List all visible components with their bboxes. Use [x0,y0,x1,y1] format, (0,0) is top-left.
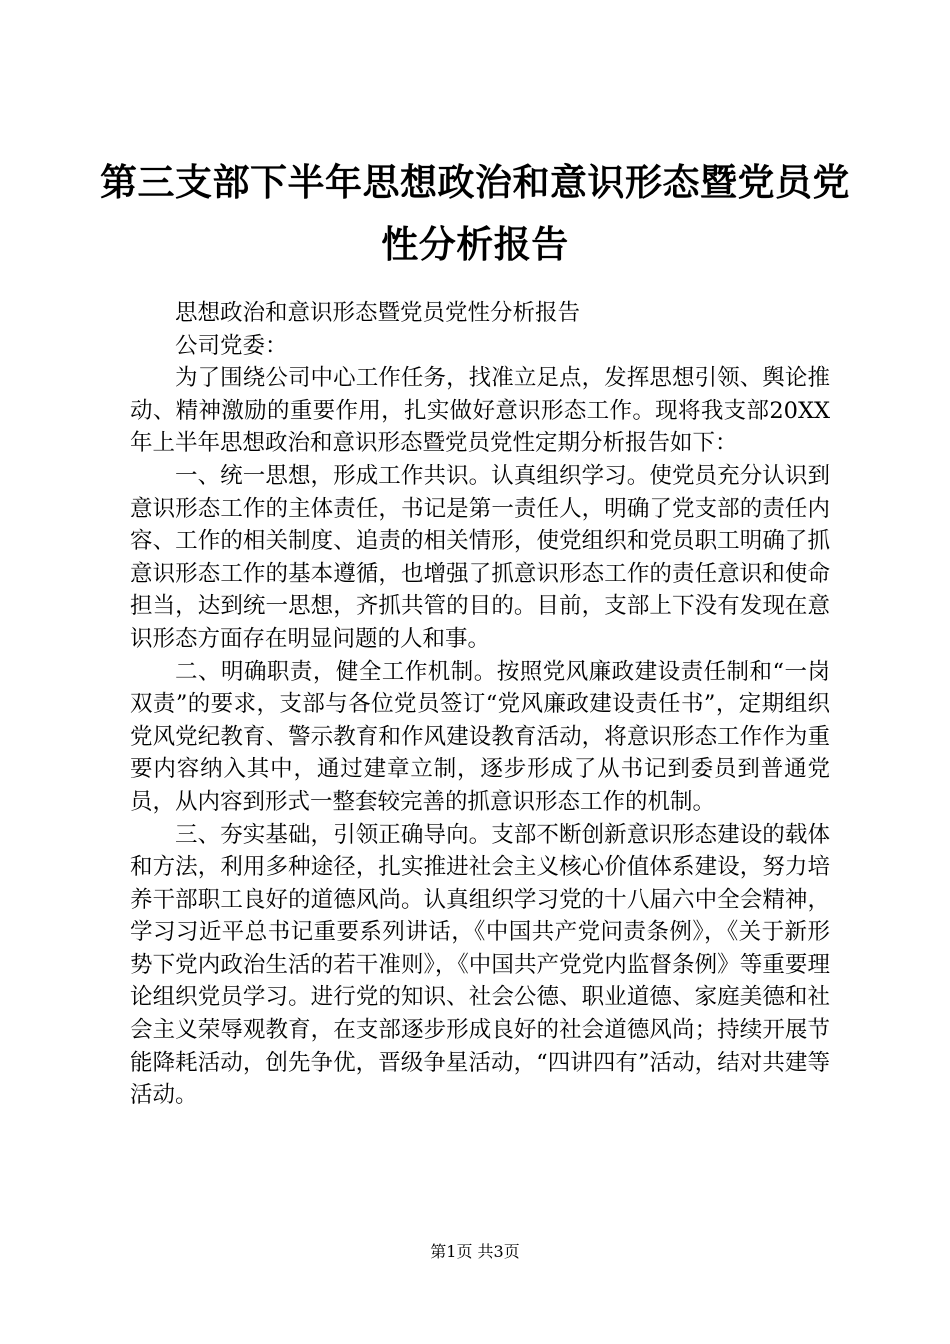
intro-paragraph: 为了围绕公司中心工作任务，找准立足点，发挥思想引领、舆论推动、精神激励的重要作用，扎实做好意识形态工作。现将我支部20XX年上半年思想政治和意识形态暨党员党性定期分析报告如下： [130,365,830,457]
section-three-paragraph: 三、夯实基础，引领正确导向。支部不断创新意识形态建设的载体和方法，利用多种途径，扎实推进社会主义核心价值体系建设，努力培养干部职工良好的道德风尚。认真组织学习党的十八届六中全会精神，学习习近平总书记重要系列讲话，《中国共产党问责条例》，《关于新形势下党内政治生活的若干准则》，《中国共产党党内监督条例》等重要理论组织党员学习。进行党的知识、社会公德、职业道德、家庭美德和社会主义荣辱观教育，在支部逐步形成良好的社会道德风尚；持续开展节能降耗活动，创先争优，晋级争星活动，“四讲四有”活动，结对共建等活动。 [130,821,830,1109]
document-title: 第三支部下半年思想政治和意识形态暨党员党性分析报告 [100,161,850,266]
page-number-footer: 第1页 共3页 [430,1242,520,1261]
section-two-paragraph: 二、明确职责，健全工作机制。按照党风廉政建设责任制和“一岗双责”的要求，支部与各位党员签订“党风廉政建设责任书”，定期组织党风党纪教育、警示教育和作风建设教育活动，将意识形态工作作为重要内容纳入其中，通过建章立制，逐步形成了从书记到委员到普通党员，从内容到形式一整套较完善的抓意识形态工作的机制。 [130,658,830,815]
salutation-paragraph: 公司党委： [175,332,288,359]
section-one-paragraph: 一、统一思想，形成工作共识。认真组织学习。使党员充分认识到意识形态工作的主体责任，书记是第一责任人，明确了党支部的责任内容、工作的相关制度、追责的相关情形，使党组织和党员职工明确了抓意识形态工作的基本遵循，也增强了抓意识形态工作的责任意识和使命担当，达到统一思想，齐抓共管的目的。目前，支部上下没有发现在意识形态方面存在明显问题的人和事。 [130,462,830,652]
subtitle-paragraph: 思想政治和意识形态暨党员党性分析报告 [175,300,581,326]
document-body [130,297,830,1112]
